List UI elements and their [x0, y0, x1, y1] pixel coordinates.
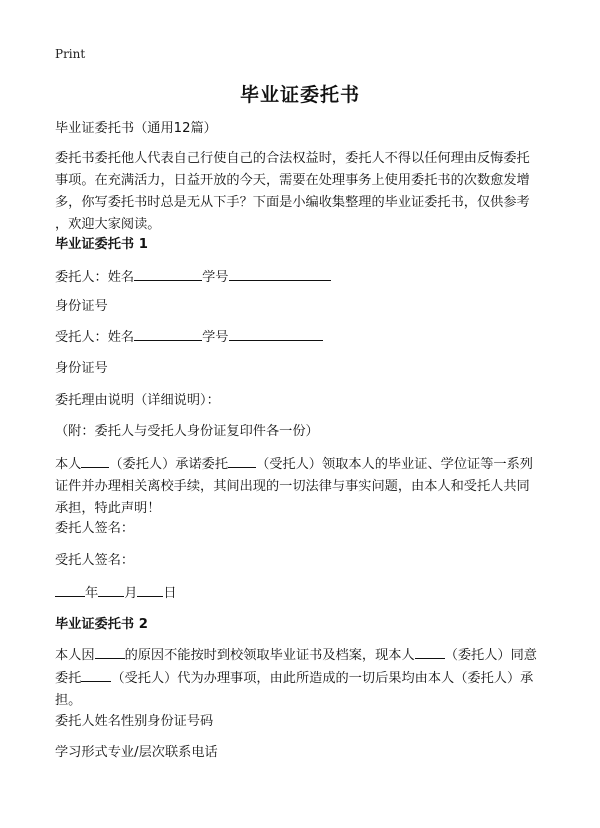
print-link[interactable]: Print	[55, 47, 86, 61]
reason-label: 委托理由说明（详细说明）：	[55, 393, 220, 408]
principal-name-row	[55, 266, 550, 289]
section-2-text: 的原因不能按时到校领取毕业证书及档案，现本人	[124, 648, 415, 663]
day-blank	[137, 582, 163, 597]
section-2-line	[55, 644, 550, 667]
section-2-paragraph	[55, 644, 550, 712]
agent-blank	[228, 453, 256, 468]
date-row	[55, 582, 550, 605]
year-blank	[55, 582, 85, 597]
section-1-heading: 毕业证委托书 1	[55, 237, 148, 252]
document-title: 毕业证委托书	[239, 84, 360, 106]
statement-text: （委托人）承诺委托	[109, 457, 229, 472]
section-2-info-line-2: 学习形式专业/层次联系电话	[55, 745, 218, 760]
section-2-line: 担。	[55, 693, 82, 708]
reason-blank	[95, 644, 125, 659]
section-2-text: 委托	[55, 671, 82, 686]
principal-name-blank	[134, 266, 202, 281]
intro-line: 委托书委托他人代表自己行使自己的合法权益时，委托人不得以任何理由反悔委托	[55, 151, 530, 166]
section-2-info-line-1: 委托人姓名性别身份证号码	[55, 714, 214, 729]
intro-line: 事项。在充满活力，日益开放的今天，需要在处理事务上使用委托书的次数愈发增	[55, 173, 530, 188]
section-2-text: 本人因	[55, 648, 95, 663]
attachment-note: （附：委托人与受托人身份证复印件各一份）	[55, 424, 319, 439]
document-subtitle: 毕业证委托书（通用12篇）	[55, 121, 217, 136]
principal-signature-label: 委托人签名：	[55, 521, 135, 536]
section-2-text: （受托人）代为办理事项，由此所造成的一切后果均由本人（委托人）承	[111, 671, 534, 686]
agent-name-blank	[134, 326, 202, 341]
intro-paragraph	[55, 148, 550, 236]
statement-line: 承担，特此声明！	[55, 501, 161, 516]
principal-student-id-blank	[229, 266, 331, 281]
agent-name-row	[55, 326, 550, 349]
agent-student-id-blank	[229, 326, 323, 341]
principal-blank	[81, 453, 109, 468]
month-blank	[98, 582, 124, 597]
statement-text: 本人	[55, 457, 82, 472]
agent-blank	[81, 667, 111, 682]
year-label: 年	[85, 586, 99, 601]
intro-line: ，欢迎大家阅读。	[55, 217, 161, 232]
month-label: 月	[124, 586, 138, 601]
intro-line: 多，你写委托书时总是无从下手？下面是小编收集整理的毕业证委托书，仅供参考	[55, 195, 530, 210]
day-label: 日	[163, 586, 177, 601]
section-2-text: （委托人）同意	[444, 648, 537, 663]
principal-name-label: 委托人：姓名	[55, 270, 135, 285]
statement-text: （受托人）领取本人的毕业证、学位证等一系列	[256, 457, 533, 472]
principal-student-id-label: 学号	[202, 270, 229, 285]
principal-blank	[415, 644, 445, 659]
agent-student-id-label: 学号	[202, 330, 229, 345]
section-2-heading: 毕业证委托书 2	[55, 617, 148, 632]
agent-idcard-label: 身份证号	[55, 361, 108, 376]
agent-signature-label: 受托人签名：	[55, 553, 135, 568]
principal-idcard-label: 身份证号	[55, 299, 108, 314]
statement-line: 证件并办理相关离校手续，其间出现的一切法律与事实问题，由本人和受托人共同	[55, 479, 530, 494]
statement-line	[55, 453, 550, 476]
section-2-line	[55, 667, 550, 690]
statement-paragraph	[55, 453, 550, 520]
agent-name-label: 受托人：姓名	[55, 330, 135, 345]
